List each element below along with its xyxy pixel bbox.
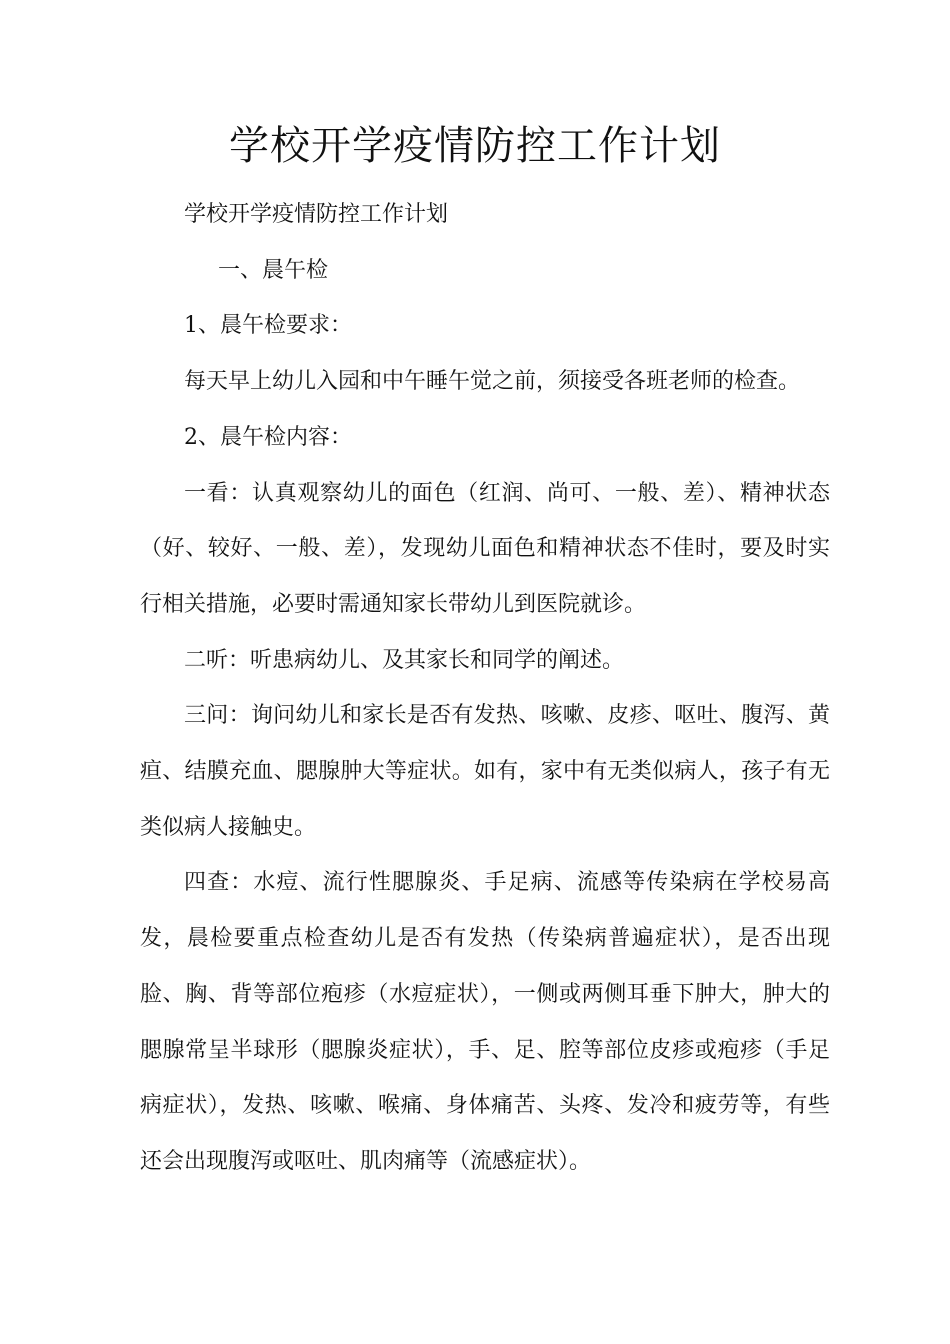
paragraph-check-requirements: 每天早上幼儿入园和中午睡午觉之前，须接受各班老师的检查。 (184, 369, 801, 395)
document-body (140, 187, 830, 1190)
paragraph-listen: 二听：听患病幼儿、及其家长和同学的阐述。 (184, 647, 625, 673)
paragraph-ask: 三问：询问幼儿和家长是否有发热、咳嗽、皮疹、呕吐、腹泻、黄疸、结膜充血、腮腺肿大等症状。如有，家中有无类似病人，孩子有无类似病人接触史。 (140, 703, 830, 840)
paragraph-subtitle: 学校开学疫情防控工作计划 (184, 202, 449, 227)
paragraph-check-requirements-heading: 1、晨午检要求： (184, 313, 352, 339)
page-title: 学校开学疫情防控工作计划 (229, 123, 721, 169)
paragraph-look: 一看：认真观察幼儿的面色（红润、尚可、一般、差）、精神状态（好、较好、一般、差），发现幼儿面色和精神状态不佳时，要及时实行相关措施，必要时需通知家长带幼儿到医院就诊。 (140, 480, 830, 617)
section-heading-morning-check: 一、晨午检 (218, 257, 329, 283)
paragraph-inspect: 四查：水痘、流行性腮腺炎、手足病、流感等传染病在学校易高发，晨检要重点检查幼儿是否有发热（传染病普遍症状），是否出现脸、胸、背等部位疱疹（水痘症状），一侧或两侧耳垂下肿大，肿大的腮腺常呈半球形（腮腺炎症状），手、足、腔等部位皮疹或疱疹（手足病症状），发热、咳嗽、喉痛、身体痛苦、头疼、发冷和疲劳等，有些还会出现腹泻或呕吐、肌肉痛等（流感症状）。 (140, 870, 830, 1174)
paragraph-check-content-heading: 2、晨午检内容： (184, 424, 352, 450)
